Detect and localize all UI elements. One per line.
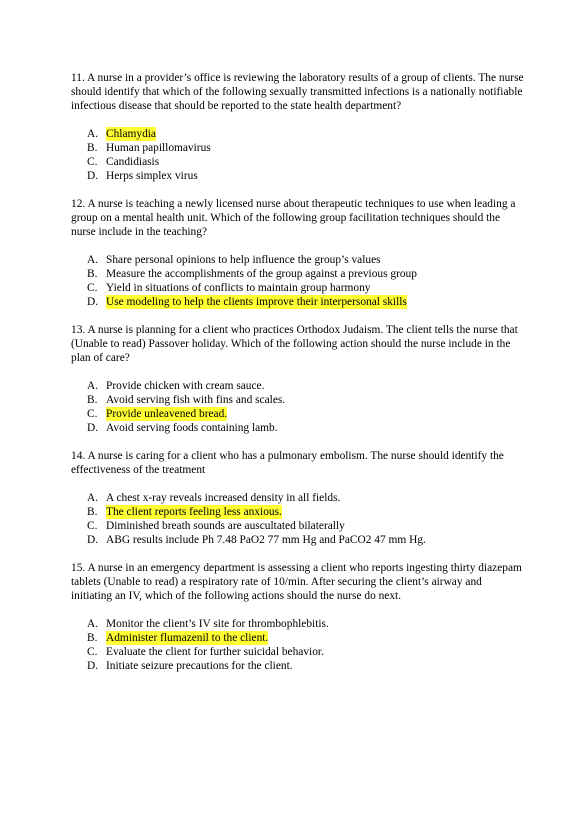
option-letter: B. [87,632,98,644]
option-b [71,505,524,519]
option-letter: C. [87,156,98,168]
option-c [71,407,524,421]
option-text: Herps simplex virus [106,170,198,182]
option-d [71,421,524,435]
option-letter: C. [87,282,98,294]
option-text: Monitor the client’s IV site for thrombophlebitis. [106,618,329,630]
option-letter: B. [87,268,98,280]
question-13 [71,323,524,435]
option-text-highlighted: Provide unleavened bread. [106,408,228,420]
question-14 [71,449,524,547]
option-text-highlighted: Chlamydia [106,128,156,140]
answer-options [71,491,524,547]
option-letter: D. [87,170,99,182]
option-letter: A. [87,380,99,392]
answer-options [71,253,524,309]
option-text: Avoid serving fish with fins and scales. [106,394,286,406]
option-text-highlighted: Use modeling to help the clients improve their interpersonal skills [106,296,407,308]
question-stem: 15. A nurse in an emergency department is assessing a client who reports ingesting thirty diazepam tablets (Unable to read) a respiratory rate of 10/min. After securing the client’s airway and initiating an IV, which of the following actions should the nurse do next. [71,562,522,602]
option-letter: A. [87,254,99,266]
question-stem: 11. A nurse in a provider’s office is reviewing the laboratory results of a group of clients. The nurse should identify that which of the following sexually transmitted infections is a nationally notifiable infectious disease that should be reported to the state health department? [71,72,524,112]
option-letter: B. [87,394,98,406]
option-letter: A. [87,492,99,504]
option-c [71,645,524,659]
option-text: Human papillomavirus [106,142,211,154]
option-b [71,393,524,407]
option-text: Initiate seizure precautions for the client. [106,660,293,672]
option-text-highlighted: The client reports feeling less anxious. [106,506,282,518]
option-letter: C. [87,408,98,420]
option-text: ABG results include Ph 7.48 PaO2 77 mm Hg and PaCO2 47 mm Hg. [106,534,426,546]
option-text: Diminished breath sounds are auscultated bilaterally [106,520,345,532]
option-letter: A. [87,128,99,140]
answer-options [71,127,524,183]
option-text: Avoid serving foods containing lamb. [106,422,278,434]
option-letter: D. [87,422,99,434]
option-text: Measure the accomplishments of the group against a previous group [106,268,417,280]
option-letter: C. [87,646,98,658]
answer-options [71,379,524,435]
option-d [71,659,524,673]
option-text: Provide chicken with cream sauce. [106,380,265,392]
option-a [71,127,524,141]
option-letter: D. [87,660,99,672]
question-11 [71,71,524,183]
option-text-highlighted: Administer flumazenil to the client. [106,632,269,644]
option-c [71,519,524,533]
question-stem: 12. A nurse is teaching a newly licensed nurse about therapeutic techniques to use when leading a group on a mental health unit. Which of the following group facilitation techniques should the nurse include in the teaching? [71,198,516,238]
option-b [71,267,524,281]
option-letter: B. [87,506,98,518]
option-d [71,295,524,309]
option-letter: D. [87,296,99,308]
question-stem: 13. A nurse is planning for a client who practices Orthodox Judaism. The client tells the nurse that (Unable to read) Passover holiday. Which of the following action should the nurse include in the plan of care? [71,324,518,364]
question-15 [71,561,524,673]
option-letter: D. [87,534,99,546]
option-d [71,533,524,547]
option-text: Share personal opinions to help influence the group’s values [106,254,381,266]
option-b [71,631,524,645]
question-stem: 14. A nurse is caring for a client who has a pulmonary embolism. The nurse should identify the effectiveness of the treatment [71,450,504,476]
option-a [71,491,524,505]
option-text: A chest x-ray reveals increased density in all fields. [106,492,341,504]
option-a [71,379,524,393]
option-b [71,141,524,155]
option-text: Yield in situations of conflicts to maintain group harmony [106,282,371,294]
option-c [71,155,524,169]
option-a [71,617,524,631]
option-text: Candidiasis [106,156,160,168]
option-d [71,169,524,183]
option-text: Evaluate the client for further suicidal behavior. [106,646,324,658]
option-letter: A. [87,618,99,630]
option-c [71,281,524,295]
option-letter: C. [87,520,98,532]
answer-options [71,617,524,673]
option-letter: B. [87,142,98,154]
option-a [71,253,524,267]
question-12 [71,197,524,309]
